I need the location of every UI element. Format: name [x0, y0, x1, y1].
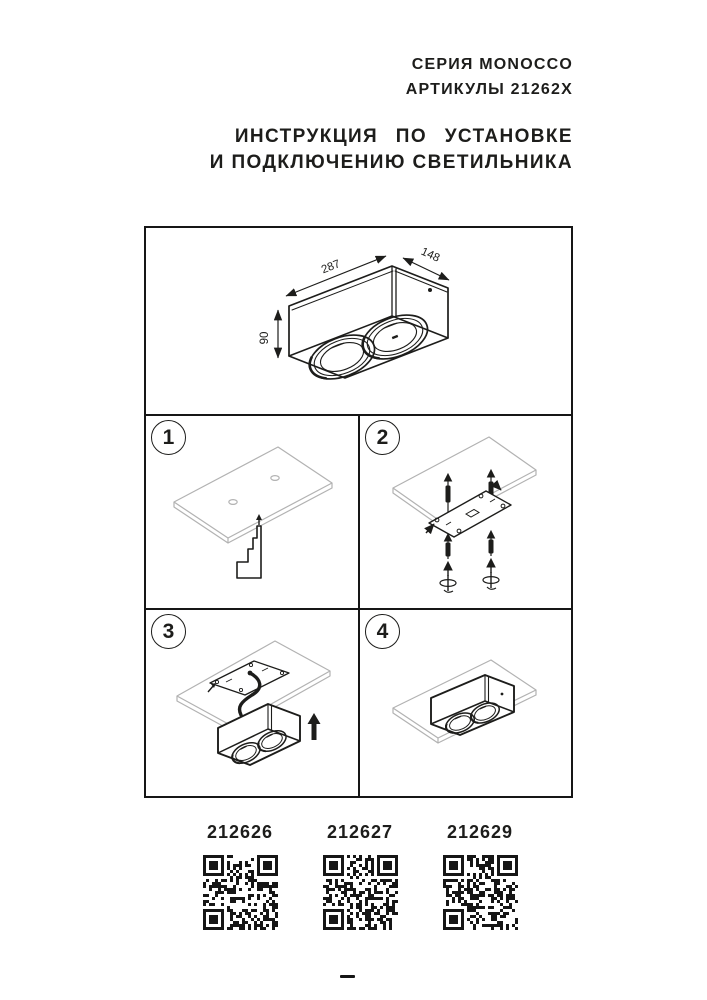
step-4-number: 4 — [365, 614, 400, 649]
series-name: СЕРИЯ MONOCCO — [411, 56, 573, 73]
header-block — [406, 52, 573, 102]
fixture-dimension-drawing — [146, 228, 571, 414]
qr-code — [203, 855, 278, 930]
lamp-right — [356, 307, 433, 368]
figure-grid — [144, 226, 573, 798]
fold-mark — [340, 975, 355, 978]
article-column — [430, 820, 530, 930]
panel-step-2 — [359, 414, 571, 608]
article-number: 212627 — [326, 822, 394, 842]
articles-line: АРТИКУЛЫ 21262X — [405, 81, 573, 98]
qr-code — [443, 855, 518, 930]
screws-lower — [440, 531, 499, 592]
ceiling-slab — [174, 447, 332, 543]
up-arrow — [308, 713, 321, 740]
dim-length-label: 287 — [319, 258, 343, 277]
panel-step-1 — [146, 414, 359, 608]
fixture-body — [218, 704, 300, 765]
article-column — [310, 820, 410, 930]
fixture-body — [431, 675, 514, 735]
title-line-1: ИНСТРУКЦИЯ ПО УСТАНОВКЕ — [234, 126, 573, 147]
article-number: 212629 — [446, 822, 514, 842]
page-title — [210, 124, 573, 176]
step-1-number: 1 — [151, 420, 186, 455]
mounting-plate — [426, 483, 511, 537]
panel-dimensions — [146, 228, 571, 414]
article-number: 212626 — [206, 822, 274, 842]
step-3-number: 3 — [151, 614, 186, 649]
mounting-plate — [208, 661, 289, 695]
panel-step-4 — [359, 608, 571, 796]
dim-height-label: 90 — [259, 331, 271, 345]
power-wire — [237, 514, 262, 578]
panel-step-3 — [146, 608, 359, 796]
lamp-left — [303, 327, 380, 388]
step-2-number: 2 — [365, 420, 400, 455]
article-column — [190, 820, 290, 930]
title-line-2: И ПОДКЛЮЧЕНИЮ СВЕТИЛЬНИКА — [209, 152, 573, 173]
dim-depth-label: 148 — [419, 245, 442, 265]
qr-code — [323, 855, 398, 930]
footer-articles — [0, 820, 707, 940]
